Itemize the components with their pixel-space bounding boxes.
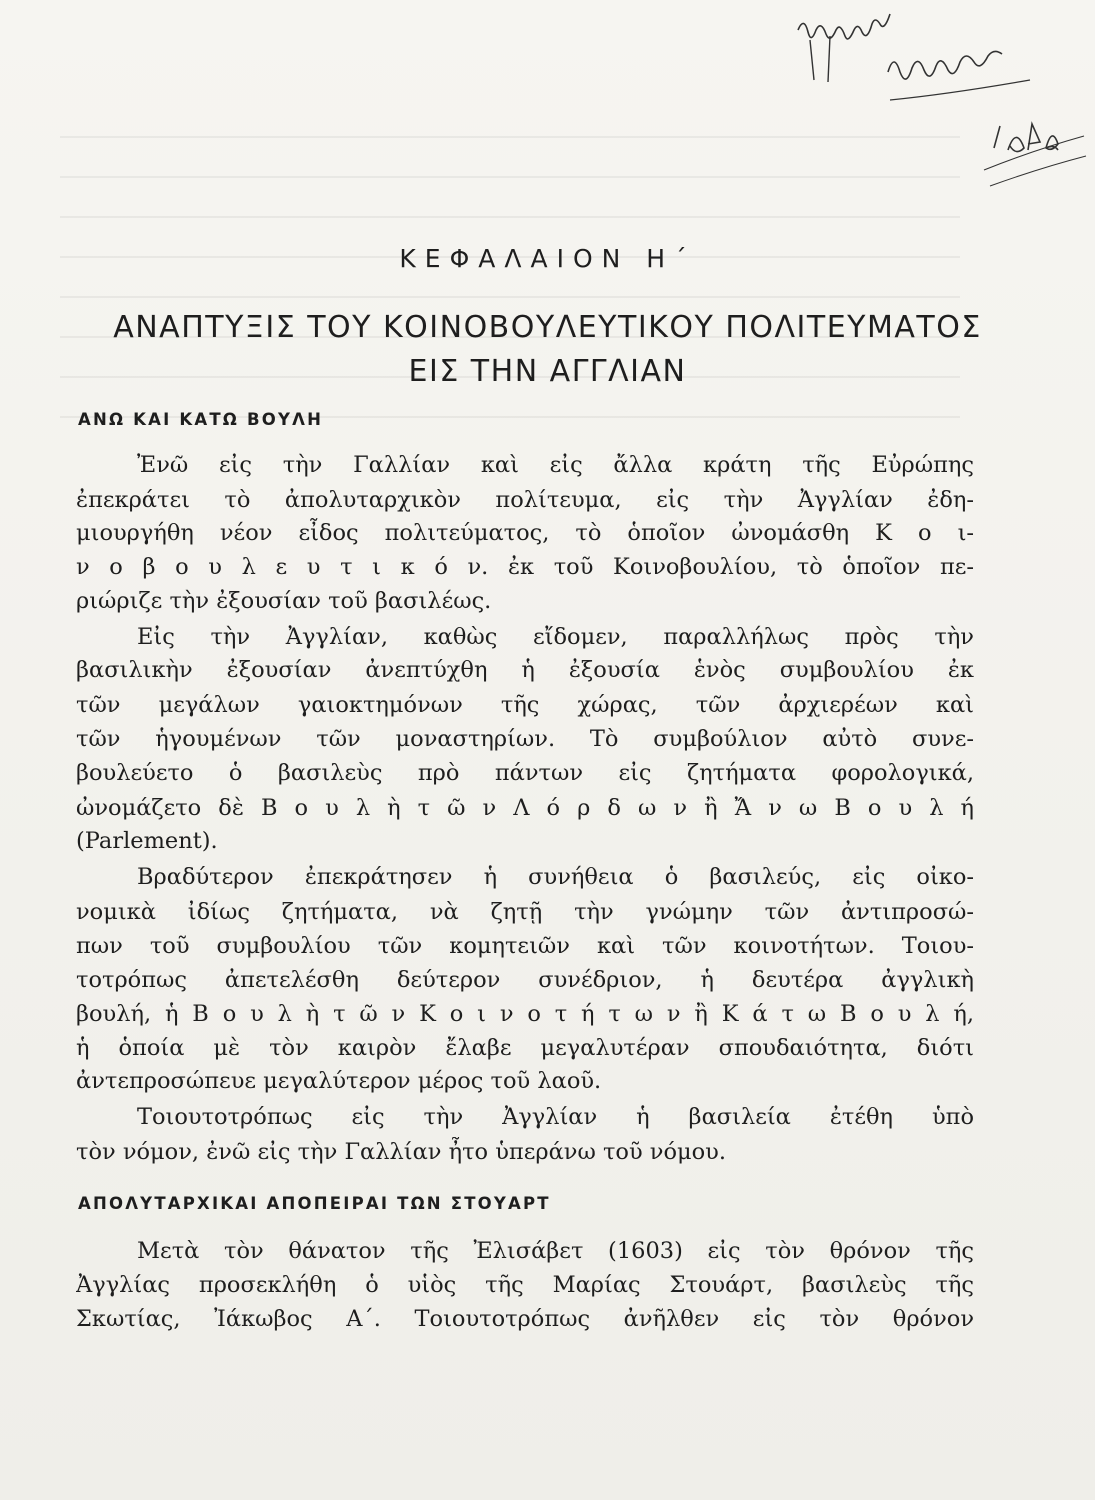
text-line: Σκωτίας, Ἰάκωβος Α΄. Τοιουτοτρόπως ἀνῆλθεν εἰς τὸν θρόνον xyxy=(76,1306,974,1332)
text-line: Βραδύτερον ἐπεκράτησεν ἡ συνήθεια ὁ βασιλεύς, εἰς οἰκο- xyxy=(137,864,974,890)
text-line: ν ο β ο υ λ ε υ τ ι κ ό ν. ἐκ τοῦ Κοινοβουλίου, τὸ ὁποῖον πε- xyxy=(76,554,974,580)
text-line: Τοιουτοτρόπως εἰς τὴν Ἀγγλίαν ἡ βασιλεία ἐτέθη ὑπὸ xyxy=(137,1104,974,1130)
text-line: τῶν ἡγουμένων τῶν μοναστηρίων. Τὸ συμβούλιον αὐτὸ συνε- xyxy=(76,726,974,752)
text-line: Εἰς τὴν Ἀγγλίαν, καθὼς εἴδομεν, παραλλήλως πρὸς τὴν xyxy=(137,624,974,650)
text-line: ἀντεπροσώπευε μεγαλύτερον μέρος τοῦ λαοῦ. xyxy=(76,1068,602,1094)
text-line: ριώριζε τὴν ἐξουσίαν τοῦ βασιλέως. xyxy=(76,588,492,614)
text-line: τὸν νόμον, ἐνῶ εἰς τὴν Γαλλίαν ἦτο ὑπεράνω τοῦ νόμου. xyxy=(76,1139,727,1165)
text-line: Ἐνῶ εἰς τὴν Γαλλίαν καὶ εἰς ἄλλα κράτη τῆς Εὐρώπης xyxy=(137,452,974,478)
text-line: ὠνομάζετο δὲ Β ο υ λ ὴ τ ῶ ν Λ ό ρ δ ω ν ἢ Ἄ ν ω Β ο υ λ ή xyxy=(76,795,974,821)
text-line: (Parlement). xyxy=(76,828,218,854)
text-line: μιουργήθη νέον εἶδος πολιτεύματος, τὸ ὁποῖον ὠνομάσθη Κ ο ι- xyxy=(76,520,974,546)
text-line: Μετὰ τὸν θάνατον τῆς Ἐλισάβετ (1603) εἰς τὸν θρόνον τῆς xyxy=(137,1238,974,1264)
text-line: ἡ ὁποία μὲ τὸν καιρὸν ἔλαβε μεγαλυτέραν σπουδαιότητα, διότι xyxy=(76,1035,974,1061)
text-line: τῶν μεγάλων γαιοκτημόνων τῆς χώρας, τῶν ἀρχιερέων καὶ xyxy=(76,692,974,718)
text-line: βουλή, ἡ Β ο υ λ ὴ τ ῶ ν Κ ο ι ν ο τ ή τ ω ν ἢ Κ ά τ ω Β ο υ λ ή, xyxy=(76,1001,974,1027)
text-line: βασιλικὴν ἐξουσίαν ἀνεπτύχθη ἡ ἐξουσία ἑνὸς συμβουλίου ἐκ xyxy=(76,657,974,683)
chapter-title-line: ΕΙΣ ΤΗΝ ΑΓΓΛΙΑΝ xyxy=(408,354,687,389)
text-line: Ἀγγλίας προσεκλήθη ὁ υἱὸς τῆς Μαρίας Στουάρτ, βασιλεὺς τῆς xyxy=(76,1272,974,1298)
chapter-number: ΚΕΦΑΛΑΙΟΝ Η΄ xyxy=(399,244,696,273)
chapter-title xyxy=(40,306,1055,394)
text-line: ἐπεκράτει τὸ ἀπολυταρχικὸν πολίτευμα, εἰς τὴν Ἀγγλίαν ἐδη- xyxy=(76,487,974,513)
text-line: πων τοῦ συμβουλίου τῶν κομητειῶν καὶ τῶν κοινοτήτων. Τοιου- xyxy=(76,933,974,959)
chapter-title-line: ΑΝΑΠΤΥΞΙΣ ΤΟΥ ΚΟΙΝΟΒΟΥΛΕΥΤΙΚΟΥ ΠΟΛΙΤΕΥΜΑΤΟΣ xyxy=(113,310,982,345)
text-line: νομικὰ ἰδίως ζητήματα, νὰ ζητῇ τὴν γνώμην τῶν ἀντιπροσώ- xyxy=(76,899,974,925)
text-line: βουλεύετο ὁ βασιλεὺς πρὸ πάντων εἰς ζητήματα φορολογικά, xyxy=(76,760,974,786)
section-heading: ΑΝΩ ΚΑΙ ΚΑΤΩ ΒΟΥΛΗ xyxy=(78,410,324,429)
text-line: τοτρόπως ἀπετελέσθη δεύτερον συνέδριον, ἡ δευτέρα ἀγγλικὴ xyxy=(76,967,974,993)
section-heading: ΑΠΟΛΥΤΑΡΧΙΚΑΙ ΑΠΟΠΕΙΡΑΙ ΤΩΝ ΣΤΟΥΑΡΤ xyxy=(78,1194,551,1213)
handwritten-annotation xyxy=(770,0,1090,200)
